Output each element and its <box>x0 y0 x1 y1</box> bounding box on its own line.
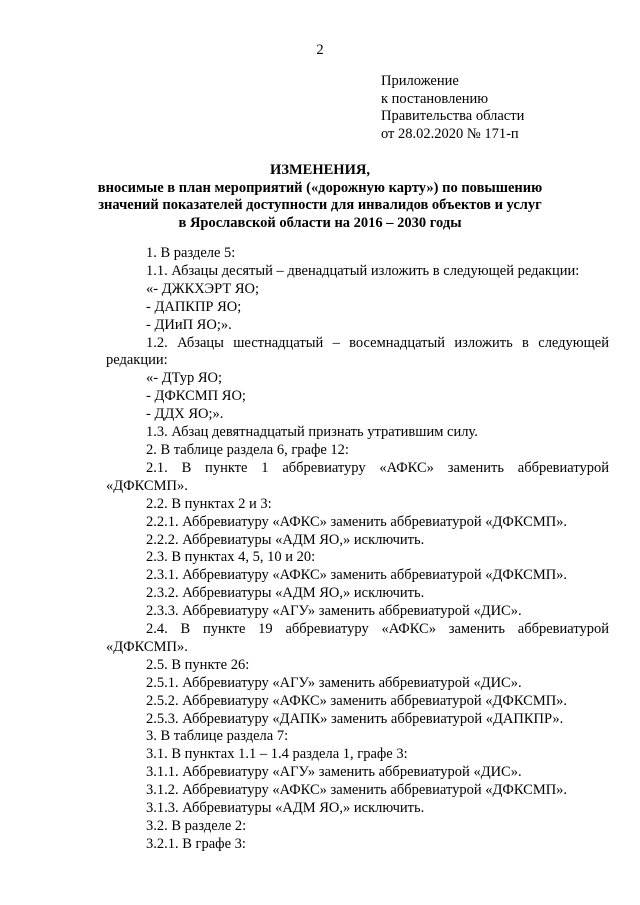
page-number: 2 <box>316 42 324 58</box>
paragraph: 1.2. Абзацы шестнадцатый – восемнадцатый изложить в следующей редакции: <box>106 334 609 369</box>
paragraph: 2.2. В пунктах 2 и 3: <box>146 495 272 512</box>
paragraph: 2.1. В пункте 1 аббревиатуру «АФКС» заменить аббревиатурой «ДФКСМП». <box>106 459 609 494</box>
document-body <box>106 245 609 854</box>
document-heading <box>0 162 640 232</box>
approval-line: к постановлению <box>381 90 489 107</box>
paragraph: 2.5.3. Аббревиатуру «ДАПК» заменить аббревиатурой «ДАПКПР». <box>146 710 564 727</box>
heading-line: вносимые в план мероприятий («дорожную карту») по повышению <box>97 179 543 196</box>
paragraph: 2.3. В пунктах 4, 5, 10 и 20: <box>146 549 316 566</box>
paragraph: 2.5.1. Аббревиатуру «АГУ» заменить аббревиатурой «ДИС». <box>146 674 522 691</box>
heading-title: ИЗМЕНЕНИЯ, <box>270 162 370 178</box>
paragraph: 2.4. В пункте 19 аббревиатуру «АФКС» заменить аббревиатурой «ДФКСМП». <box>106 621 609 655</box>
paragraph: 1.1. Абзацы десятый – двенадцатый изложить в следующей редакции: <box>146 262 580 279</box>
paragraph: - ДИиП ЯО;». <box>146 316 232 333</box>
paragraph: - ДДХ ЯО;». <box>146 406 224 423</box>
paragraph: - ДФКСМП ЯО; <box>146 388 246 405</box>
paragraph: 3.1.2. Аббревиатуру «АФКС» заменить аббревиатурой «ДФКСМП». <box>146 782 568 799</box>
paragraph: 1.3. Абзац девятнадцатый признать утратившим силу. <box>146 424 478 441</box>
paragraph: - ДАПКПР ЯО; <box>146 298 242 315</box>
paragraph: 2.3.2. Аббревиатуры «АДМ ЯО,» исключить. <box>146 585 425 602</box>
paragraph: 3.1.1. Аббревиатуру «АГУ» заменить аббревиатурой «ДИС». <box>146 764 522 781</box>
paragraph: 2.2.1. Аббревиатуру «АФКС» заменить аббревиатурой «ДФКСМП». <box>146 513 568 530</box>
heading-line: значений показателей доступности для инвалидов объектов и услуг <box>98 197 542 214</box>
approval-block <box>381 73 524 143</box>
paragraph: 3.2. В разделе 2: <box>146 818 247 834</box>
paragraph: 2.3.3. Аббревиатуру «АГУ» заменить аббревиатурой «ДИС». <box>146 603 522 620</box>
heading-line: в Ярославской области на 2016 – 2030 годы <box>178 214 462 231</box>
paragraph: 3.1.3. Аббревиатуры «АДМ ЯО,» исключить. <box>146 800 425 817</box>
paragraph: 1. В разделе 5: <box>146 245 236 261</box>
paragraph: 2.3.1. Аббревиатуру «АФКС» заменить аббревиатурой «ДФКСМП». <box>146 567 568 584</box>
approval-line: Правительства области <box>381 108 525 125</box>
paragraph: 3.2.1. В графе 3: <box>146 835 246 852</box>
paragraph: 2.5. В пункте 26: <box>146 656 250 673</box>
approval-line: от 28.02.2020 № 171-п <box>381 125 519 142</box>
paragraph: 2.5.2. Аббревиатуру «АФКС» заменить аббревиатурой «ДФКСМП». <box>146 692 568 709</box>
paragraph: 3.1. В пунктах 1.1 – 1.4 раздела 1, графе 3: <box>146 746 408 763</box>
paragraph: «- ДТур ЯО; <box>146 370 223 387</box>
paragraph: 2. В таблице раздела 6, графе 12: <box>146 441 349 458</box>
paragraph: «- ДЖКХЭРТ ЯО; <box>146 280 260 297</box>
paragraph: 2.2.2. Аббревиатуры «АДМ ЯО,» исключить. <box>146 531 425 548</box>
paragraph: 3. В таблице раздела 7: <box>146 728 289 745</box>
approval-line: Приложение <box>381 73 459 89</box>
